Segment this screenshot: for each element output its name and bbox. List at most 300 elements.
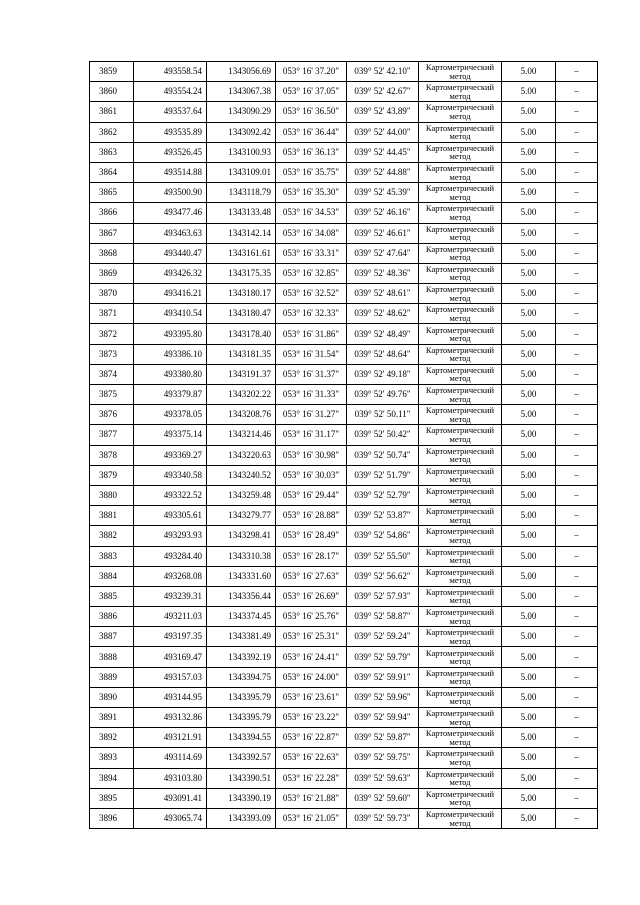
method-line-1: Картометрический [425, 82, 495, 93]
method-line-2: метод [449, 413, 471, 424]
method-line-1: Картометрический [425, 728, 495, 739]
longitude-cell: 039° 52' 59.87" [347, 728, 419, 748]
point-number-cell: 3882 [90, 526, 134, 546]
method-line-2: метод [449, 817, 471, 828]
note-cell: – [556, 647, 598, 667]
table-row [90, 728, 598, 748]
longitude-cell: 039° 52' 52.79" [347, 485, 419, 505]
method-line-1: Картометрический [425, 667, 495, 678]
point-number-cell: 3868 [90, 243, 134, 263]
method-line-1: Картометрический [425, 627, 495, 638]
latitude-cell: 053° 16' 25.31" [276, 627, 347, 647]
point-number-cell: 3860 [90, 82, 134, 102]
table-row [90, 465, 598, 485]
method-line-1: Картометрический [425, 324, 495, 335]
latitude-cell: 053° 16' 31.27" [276, 405, 347, 425]
accuracy-cell: 5.00 [502, 607, 556, 627]
note-cell: – [556, 263, 598, 283]
x-coordinate-cell: 493197.35 [134, 627, 207, 647]
method-line-2: метод [449, 575, 471, 586]
table-row [90, 223, 598, 243]
y-coordinate-cell: 1343090.29 [207, 102, 276, 122]
method-line-1: Картометрический [425, 304, 495, 315]
method-cell [419, 183, 502, 203]
method-line-2: метод [449, 534, 471, 545]
longitude-cell: 039° 52' 59.63" [347, 768, 419, 788]
method-line-1: Картометрический [425, 586, 495, 597]
y-coordinate-cell: 1343175.35 [207, 263, 276, 283]
latitude-cell: 053° 16' 32.33" [276, 304, 347, 324]
y-coordinate-cell: 1343181.35 [207, 344, 276, 364]
accuracy-cell: 5.00 [502, 546, 556, 566]
method-line-2: метод [449, 353, 471, 364]
accuracy-cell: 5.00 [502, 768, 556, 788]
note-cell: – [556, 385, 598, 405]
method-line-2: метод [449, 433, 471, 444]
x-coordinate-cell: 493537.64 [134, 102, 207, 122]
longitude-cell: 039° 52' 51.79" [347, 465, 419, 485]
latitude-cell: 053° 16' 31.33" [276, 385, 347, 405]
point-number-cell: 3874 [90, 364, 134, 384]
table-row [90, 506, 598, 526]
accuracy-cell: 5.00 [502, 82, 556, 102]
accuracy-cell: 5.00 [502, 586, 556, 606]
table-row [90, 82, 598, 102]
table-row [90, 687, 598, 707]
method-cell [419, 142, 502, 162]
x-coordinate-cell: 493463.63 [134, 223, 207, 243]
accuracy-cell: 5.00 [502, 667, 556, 687]
table-row [90, 385, 598, 405]
method-line-1: Картометрический [425, 647, 495, 658]
latitude-cell: 053° 16' 34.08" [276, 223, 347, 243]
table-row [90, 566, 598, 586]
latitude-cell: 053° 16' 33.31" [276, 243, 347, 263]
accuracy-cell: 5.00 [502, 506, 556, 526]
y-coordinate-cell: 1343133.48 [207, 203, 276, 223]
note-cell: – [556, 788, 598, 808]
table-row [90, 425, 598, 445]
longitude-cell: 039° 52' 59.94" [347, 708, 419, 728]
y-coordinate-cell: 1343109.01 [207, 162, 276, 182]
method-cell [419, 506, 502, 526]
longitude-cell: 039° 52' 55.50" [347, 546, 419, 566]
longitude-cell: 039° 52' 50.42" [347, 425, 419, 445]
accuracy-cell: 5.00 [502, 808, 556, 828]
method-line-2: метод [449, 232, 471, 243]
latitude-cell: 053° 16' 35.30" [276, 183, 347, 203]
latitude-cell: 053° 16' 35.75" [276, 162, 347, 182]
note-cell: – [556, 748, 598, 768]
note-cell: – [556, 142, 598, 162]
y-coordinate-cell: 1343208.76 [207, 405, 276, 425]
latitude-cell: 053° 16' 27.63" [276, 566, 347, 586]
method-cell [419, 364, 502, 384]
accuracy-cell: 5.00 [502, 203, 556, 223]
method-line-2: метод [449, 555, 471, 566]
latitude-cell: 053° 16' 26.69" [276, 586, 347, 606]
x-coordinate-cell: 493386.10 [134, 344, 207, 364]
point-number-cell: 3883 [90, 546, 134, 566]
latitude-cell: 053° 16' 29.44" [276, 485, 347, 505]
note-cell: – [556, 808, 598, 828]
method-line-2: метод [449, 333, 471, 344]
table-row [90, 364, 598, 384]
point-number-cell: 3888 [90, 647, 134, 667]
point-number-cell: 3879 [90, 465, 134, 485]
y-coordinate-cell: 1343331.60 [207, 566, 276, 586]
method-cell [419, 122, 502, 142]
x-coordinate-cell: 493091.41 [134, 788, 207, 808]
longitude-cell: 039° 52' 59.24" [347, 627, 419, 647]
method-line-1: Картометрический [425, 566, 495, 577]
x-coordinate-cell: 493340.58 [134, 465, 207, 485]
method-line-1: Картометрический [425, 203, 495, 214]
note-cell: – [556, 768, 598, 788]
accuracy-cell: 5.00 [502, 627, 556, 647]
method-line-2: метод [449, 191, 471, 202]
x-coordinate-cell: 493239.31 [134, 586, 207, 606]
x-coordinate-cell: 493426.32 [134, 263, 207, 283]
method-cell [419, 203, 502, 223]
longitude-cell: 039° 52' 44.88" [347, 162, 419, 182]
method-cell [419, 344, 502, 364]
table-row [90, 607, 598, 627]
note-cell: – [556, 203, 598, 223]
method-cell [419, 284, 502, 304]
y-coordinate-cell: 1343092.42 [207, 122, 276, 142]
method-cell [419, 586, 502, 606]
note-cell: – [556, 566, 598, 586]
accuracy-cell: 5.00 [502, 728, 556, 748]
method-line-2: метод [449, 131, 471, 142]
note-cell: – [556, 223, 598, 243]
note-cell: – [556, 344, 598, 364]
method-line-1: Картометрический [425, 243, 495, 254]
method-line-2: метод [449, 736, 471, 747]
longitude-cell: 039° 52' 42.67" [347, 82, 419, 102]
longitude-cell: 039° 52' 56.62" [347, 566, 419, 586]
x-coordinate-cell: 493065.74 [134, 808, 207, 828]
note-cell: – [556, 728, 598, 748]
note-cell: – [556, 627, 598, 647]
accuracy-cell: 5.00 [502, 708, 556, 728]
y-coordinate-cell: 1343142.14 [207, 223, 276, 243]
accuracy-cell: 5.00 [502, 162, 556, 182]
table-row [90, 526, 598, 546]
y-coordinate-cell: 1343395.79 [207, 687, 276, 707]
method-cell [419, 263, 502, 283]
point-number-cell: 3863 [90, 142, 134, 162]
latitude-cell: 053° 16' 30.98" [276, 445, 347, 465]
longitude-cell: 039° 52' 48.64" [347, 344, 419, 364]
accuracy-cell: 5.00 [502, 687, 556, 707]
note-cell: – [556, 425, 598, 445]
latitude-cell: 053° 16' 21.88" [276, 788, 347, 808]
x-coordinate-cell: 493558.54 [134, 62, 207, 82]
table-row [90, 405, 598, 425]
x-coordinate-cell: 493526.45 [134, 142, 207, 162]
method-cell [419, 768, 502, 788]
note-cell: – [556, 102, 598, 122]
method-line-2: метод [449, 312, 471, 323]
longitude-cell: 039° 52' 54.86" [347, 526, 419, 546]
table-body [90, 62, 598, 829]
y-coordinate-cell: 1343259.48 [207, 485, 276, 505]
accuracy-cell: 5.00 [502, 324, 556, 344]
method-line-1: Картометрический [425, 526, 495, 537]
note-cell: – [556, 708, 598, 728]
accuracy-cell: 5.00 [502, 788, 556, 808]
note-cell: – [556, 506, 598, 526]
method-line-2: метод [449, 656, 471, 667]
table-row [90, 122, 598, 142]
method-cell [419, 385, 502, 405]
method-line-1: Картометрический [425, 183, 495, 194]
point-number-cell: 3881 [90, 506, 134, 526]
longitude-cell: 039° 52' 44.00" [347, 122, 419, 142]
method-line-1: Картометрический [425, 687, 495, 698]
y-coordinate-cell: 1343056.69 [207, 62, 276, 82]
x-coordinate-cell: 493477.46 [134, 203, 207, 223]
method-line-1: Картометрический [425, 62, 495, 73]
longitude-cell: 039° 52' 47.64" [347, 243, 419, 263]
point-number-cell: 3878 [90, 445, 134, 465]
method-cell [419, 627, 502, 647]
x-coordinate-cell: 493416.21 [134, 284, 207, 304]
accuracy-cell: 5.00 [502, 62, 556, 82]
method-cell [419, 223, 502, 243]
longitude-cell: 039° 52' 59.73" [347, 808, 419, 828]
method-line-1: Картометрический [425, 385, 495, 396]
accuracy-cell: 5.00 [502, 364, 556, 384]
y-coordinate-cell: 1343220.63 [207, 445, 276, 465]
longitude-cell: 039° 52' 59.75" [347, 748, 419, 768]
method-line-2: метод [449, 777, 471, 788]
method-line-2: метод [449, 252, 471, 263]
accuracy-cell: 5.00 [502, 183, 556, 203]
note-cell: – [556, 586, 598, 606]
method-line-1: Картометрический [425, 445, 495, 456]
y-coordinate-cell: 1343395.79 [207, 708, 276, 728]
point-number-cell: 3885 [90, 586, 134, 606]
coordinates-table [89, 61, 598, 829]
latitude-cell: 053° 16' 28.17" [276, 546, 347, 566]
latitude-cell: 053° 16' 28.88" [276, 506, 347, 526]
note-cell: – [556, 162, 598, 182]
method-cell [419, 728, 502, 748]
longitude-cell: 039° 52' 45.39" [347, 183, 419, 203]
method-cell [419, 243, 502, 263]
method-cell [419, 748, 502, 768]
method-cell [419, 465, 502, 485]
method-cell [419, 425, 502, 445]
method-cell [419, 647, 502, 667]
x-coordinate-cell: 493144.95 [134, 687, 207, 707]
method-cell [419, 808, 502, 828]
accuracy-cell: 5.00 [502, 385, 556, 405]
note-cell: – [556, 122, 598, 142]
point-number-cell: 3880 [90, 485, 134, 505]
method-line-1: Картометрический [425, 809, 495, 820]
latitude-cell: 053° 16' 37.20" [276, 62, 347, 82]
table-row [90, 162, 598, 182]
point-number-cell: 3873 [90, 344, 134, 364]
longitude-cell: 039° 52' 59.60" [347, 788, 419, 808]
accuracy-cell: 5.00 [502, 748, 556, 768]
point-number-cell: 3893 [90, 748, 134, 768]
point-number-cell: 3886 [90, 607, 134, 627]
x-coordinate-cell: 493121.91 [134, 728, 207, 748]
latitude-cell: 053° 16' 23.61" [276, 687, 347, 707]
latitude-cell: 053° 16' 25.76" [276, 607, 347, 627]
x-coordinate-cell: 493268.08 [134, 566, 207, 586]
y-coordinate-cell: 1343393.09 [207, 808, 276, 828]
method-line-1: Картометрический [425, 142, 495, 153]
y-coordinate-cell: 1343180.17 [207, 284, 276, 304]
method-line-2: метод [449, 171, 471, 182]
y-coordinate-cell: 1343118.79 [207, 183, 276, 203]
method-line-1: Картометрический [425, 708, 495, 719]
method-cell [419, 667, 502, 687]
y-coordinate-cell: 1343390.51 [207, 768, 276, 788]
latitude-cell: 053° 16' 36.50" [276, 102, 347, 122]
latitude-cell: 053° 16' 22.28" [276, 768, 347, 788]
table-row [90, 142, 598, 162]
table-row [90, 546, 598, 566]
method-line-2: метод [449, 716, 471, 727]
x-coordinate-cell: 493369.27 [134, 445, 207, 465]
x-coordinate-cell: 493322.52 [134, 485, 207, 505]
note-cell: – [556, 405, 598, 425]
y-coordinate-cell: 1343310.38 [207, 546, 276, 566]
table-row [90, 748, 598, 768]
y-coordinate-cell: 1343161.61 [207, 243, 276, 263]
table-row [90, 768, 598, 788]
latitude-cell: 053° 16' 22.63" [276, 748, 347, 768]
method-line-1: Картометрический [425, 284, 495, 295]
method-line-1: Картометрический [425, 344, 495, 355]
method-line-2: метод [449, 272, 471, 283]
x-coordinate-cell: 493375.14 [134, 425, 207, 445]
longitude-cell: 039° 52' 58.87" [347, 607, 419, 627]
method-line-2: метод [449, 393, 471, 404]
point-number-cell: 3889 [90, 667, 134, 687]
method-cell [419, 708, 502, 728]
y-coordinate-cell: 1343394.75 [207, 667, 276, 687]
x-coordinate-cell: 493284.40 [134, 546, 207, 566]
y-coordinate-cell: 1343356.44 [207, 586, 276, 606]
note-cell: – [556, 324, 598, 344]
table-row [90, 808, 598, 828]
method-line-1: Картометрический [425, 122, 495, 133]
latitude-cell: 053° 16' 36.13" [276, 142, 347, 162]
accuracy-cell: 5.00 [502, 425, 556, 445]
latitude-cell: 053° 16' 32.85" [276, 263, 347, 283]
method-line-1: Картометрический [425, 788, 495, 799]
method-cell [419, 102, 502, 122]
point-number-cell: 3891 [90, 708, 134, 728]
latitude-cell: 053° 16' 31.54" [276, 344, 347, 364]
longitude-cell: 039° 52' 46.16" [347, 203, 419, 223]
longitude-cell: 039° 52' 48.61" [347, 284, 419, 304]
x-coordinate-cell: 493514.88 [134, 162, 207, 182]
method-line-1: Картометрический [425, 607, 495, 618]
latitude-cell: 053° 16' 23.22" [276, 708, 347, 728]
y-coordinate-cell: 1343214.46 [207, 425, 276, 445]
latitude-cell: 053° 16' 28.49" [276, 526, 347, 546]
x-coordinate-cell: 493554.24 [134, 82, 207, 102]
method-cell [419, 566, 502, 586]
note-cell: – [556, 667, 598, 687]
method-line-1: Картометрический [425, 748, 495, 759]
method-line-2: метод [449, 110, 471, 121]
longitude-cell: 039° 52' 49.76" [347, 385, 419, 405]
method-line-2: метод [449, 514, 471, 525]
method-line-1: Картометрический [425, 364, 495, 375]
point-number-cell: 3862 [90, 122, 134, 142]
note-cell: – [556, 243, 598, 263]
x-coordinate-cell: 493500.90 [134, 183, 207, 203]
point-number-cell: 3877 [90, 425, 134, 445]
latitude-cell: 053° 16' 32.52" [276, 284, 347, 304]
accuracy-cell: 5.00 [502, 445, 556, 465]
latitude-cell: 053° 16' 24.00" [276, 667, 347, 687]
note-cell: – [556, 445, 598, 465]
y-coordinate-cell: 1343394.55 [207, 728, 276, 748]
latitude-cell: 053° 16' 22.87" [276, 728, 347, 748]
accuracy-cell: 5.00 [502, 142, 556, 162]
y-coordinate-cell: 1343390.19 [207, 788, 276, 808]
latitude-cell: 053° 16' 24.41" [276, 647, 347, 667]
table-row [90, 62, 598, 82]
note-cell: – [556, 526, 598, 546]
method-line-1: Картометрический [425, 405, 495, 416]
note-cell: – [556, 465, 598, 485]
table-row [90, 284, 598, 304]
method-cell [419, 485, 502, 505]
method-cell [419, 324, 502, 344]
longitude-cell: 039° 52' 59.96" [347, 687, 419, 707]
y-coordinate-cell: 1343100.93 [207, 142, 276, 162]
method-line-2: метод [449, 70, 471, 81]
table-row [90, 667, 598, 687]
method-line-2: метод [449, 615, 471, 626]
accuracy-cell: 5.00 [502, 102, 556, 122]
method-line-2: метод [449, 90, 471, 101]
accuracy-cell: 5.00 [502, 566, 556, 586]
method-line-2: метод [449, 635, 471, 646]
y-coordinate-cell: 1343298.41 [207, 526, 276, 546]
longitude-cell: 039° 52' 50.11" [347, 405, 419, 425]
method-cell [419, 62, 502, 82]
latitude-cell: 053° 16' 21.05" [276, 808, 347, 828]
method-cell [419, 607, 502, 627]
x-coordinate-cell: 493395.80 [134, 324, 207, 344]
x-coordinate-cell: 493293.93 [134, 526, 207, 546]
table-row [90, 344, 598, 364]
table-row [90, 102, 598, 122]
method-cell [419, 405, 502, 425]
method-line-1: Картометрический [425, 486, 495, 497]
table-row [90, 445, 598, 465]
accuracy-cell: 5.00 [502, 344, 556, 364]
table-row [90, 183, 598, 203]
method-line-1: Картометрический [425, 102, 495, 113]
method-line-2: метод [449, 151, 471, 162]
longitude-cell: 039° 52' 42.10" [347, 62, 419, 82]
y-coordinate-cell: 1343279.77 [207, 506, 276, 526]
